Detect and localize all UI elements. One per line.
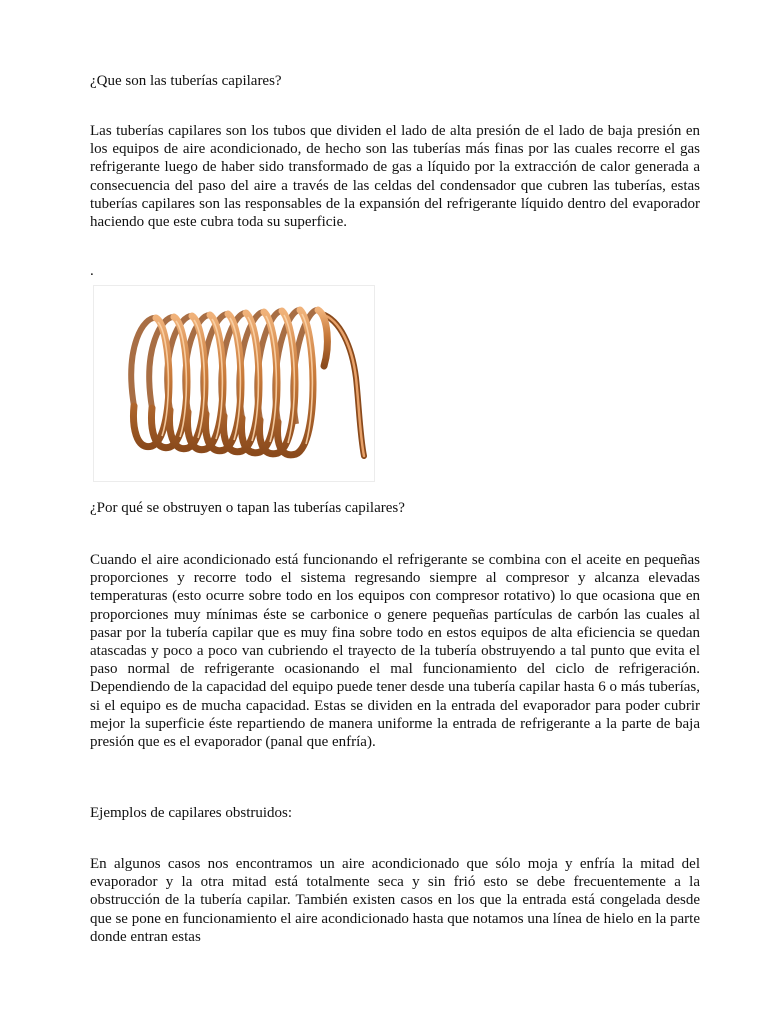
separator-dot: .: [90, 263, 94, 279]
copper-coil-icon: [94, 286, 374, 481]
paragraph-obstruction-cause: Cuando el aire acondicionado está funcionando el refrigerante se combina con el aceite en pequeñas proporciones y recorre todo el sistema regresando siempre al compresor y alcanza elevadas temperaturas (esto ocurre sobre todo en los equipos con compresor rotativo) lo que ocasiona que en proporciones muy mínimas éste se carbonice o genere pequeñas partículas de carbón las cuales al pasar por la tubería capilar que es muy fina sobre todo en estos equipos de alta eficiencia se quedan atascadas y poco a poco van cubriendo el trayecto de la tubería obstruyendo a tal punto que evita el paso normal de refrigerante ocasionando el mal funcionamiento del ciclo de refrigeración. Dependiendo de la capacidad del equipo puede tener desde una tubería capilar hasta 6 o más tuberías, si el equipo es de mucha capacidad. Estas se dividen en la entrada del evaporador para poder cubrir mejor la superficie éste repartiendo de manera uniforme la entrada de refrigerante a la parte de baja presión que es el evaporador (panal que enfría).: [90, 552, 700, 751]
capillary-coil-figure: [93, 285, 375, 482]
heading-what-are-capillary-tubes: ¿Que son las tuberías capilares?: [90, 73, 282, 89]
paragraph-examples: En algunos casos nos encontramos un aire acondicionado que sólo moja y enfría la mitad del evaporador y la otra mitad está totalmente seca y sin frió esto se debe frecuentemente a la obstrucción de la tubería capilar. También existen casos en los que la entrada está congelada desde que se pone en funcionamiento el aire acondicionado hasta que notamos una línea de hielo en la parte donde entran estas: [90, 856, 700, 945]
paragraph-definition: Las tuberías capilares son los tubos que dividen el lado de alta presión de el lado de baja presión en los equipos de aire acondicionado, de hecho son las tuberías más finas por las cuales recorre el gas refrigerante luego de haber sido transformado de gas a líquido por la extracción de calor generada a consecuencia del paso del aire a través de las celdas del condensador que cubren las tuberías, estas tuberías capilares son las responsables de la expansión del refrigerante líquido dentro del evaporador haciendo que este cubra toda su superficie.: [90, 123, 700, 231]
heading-why-obstructed: ¿Por qué se obstruyen o tapan las tuberías capilares?: [90, 500, 405, 516]
heading-examples: Ejemplos de capilares obstruidos:: [90, 805, 293, 821]
